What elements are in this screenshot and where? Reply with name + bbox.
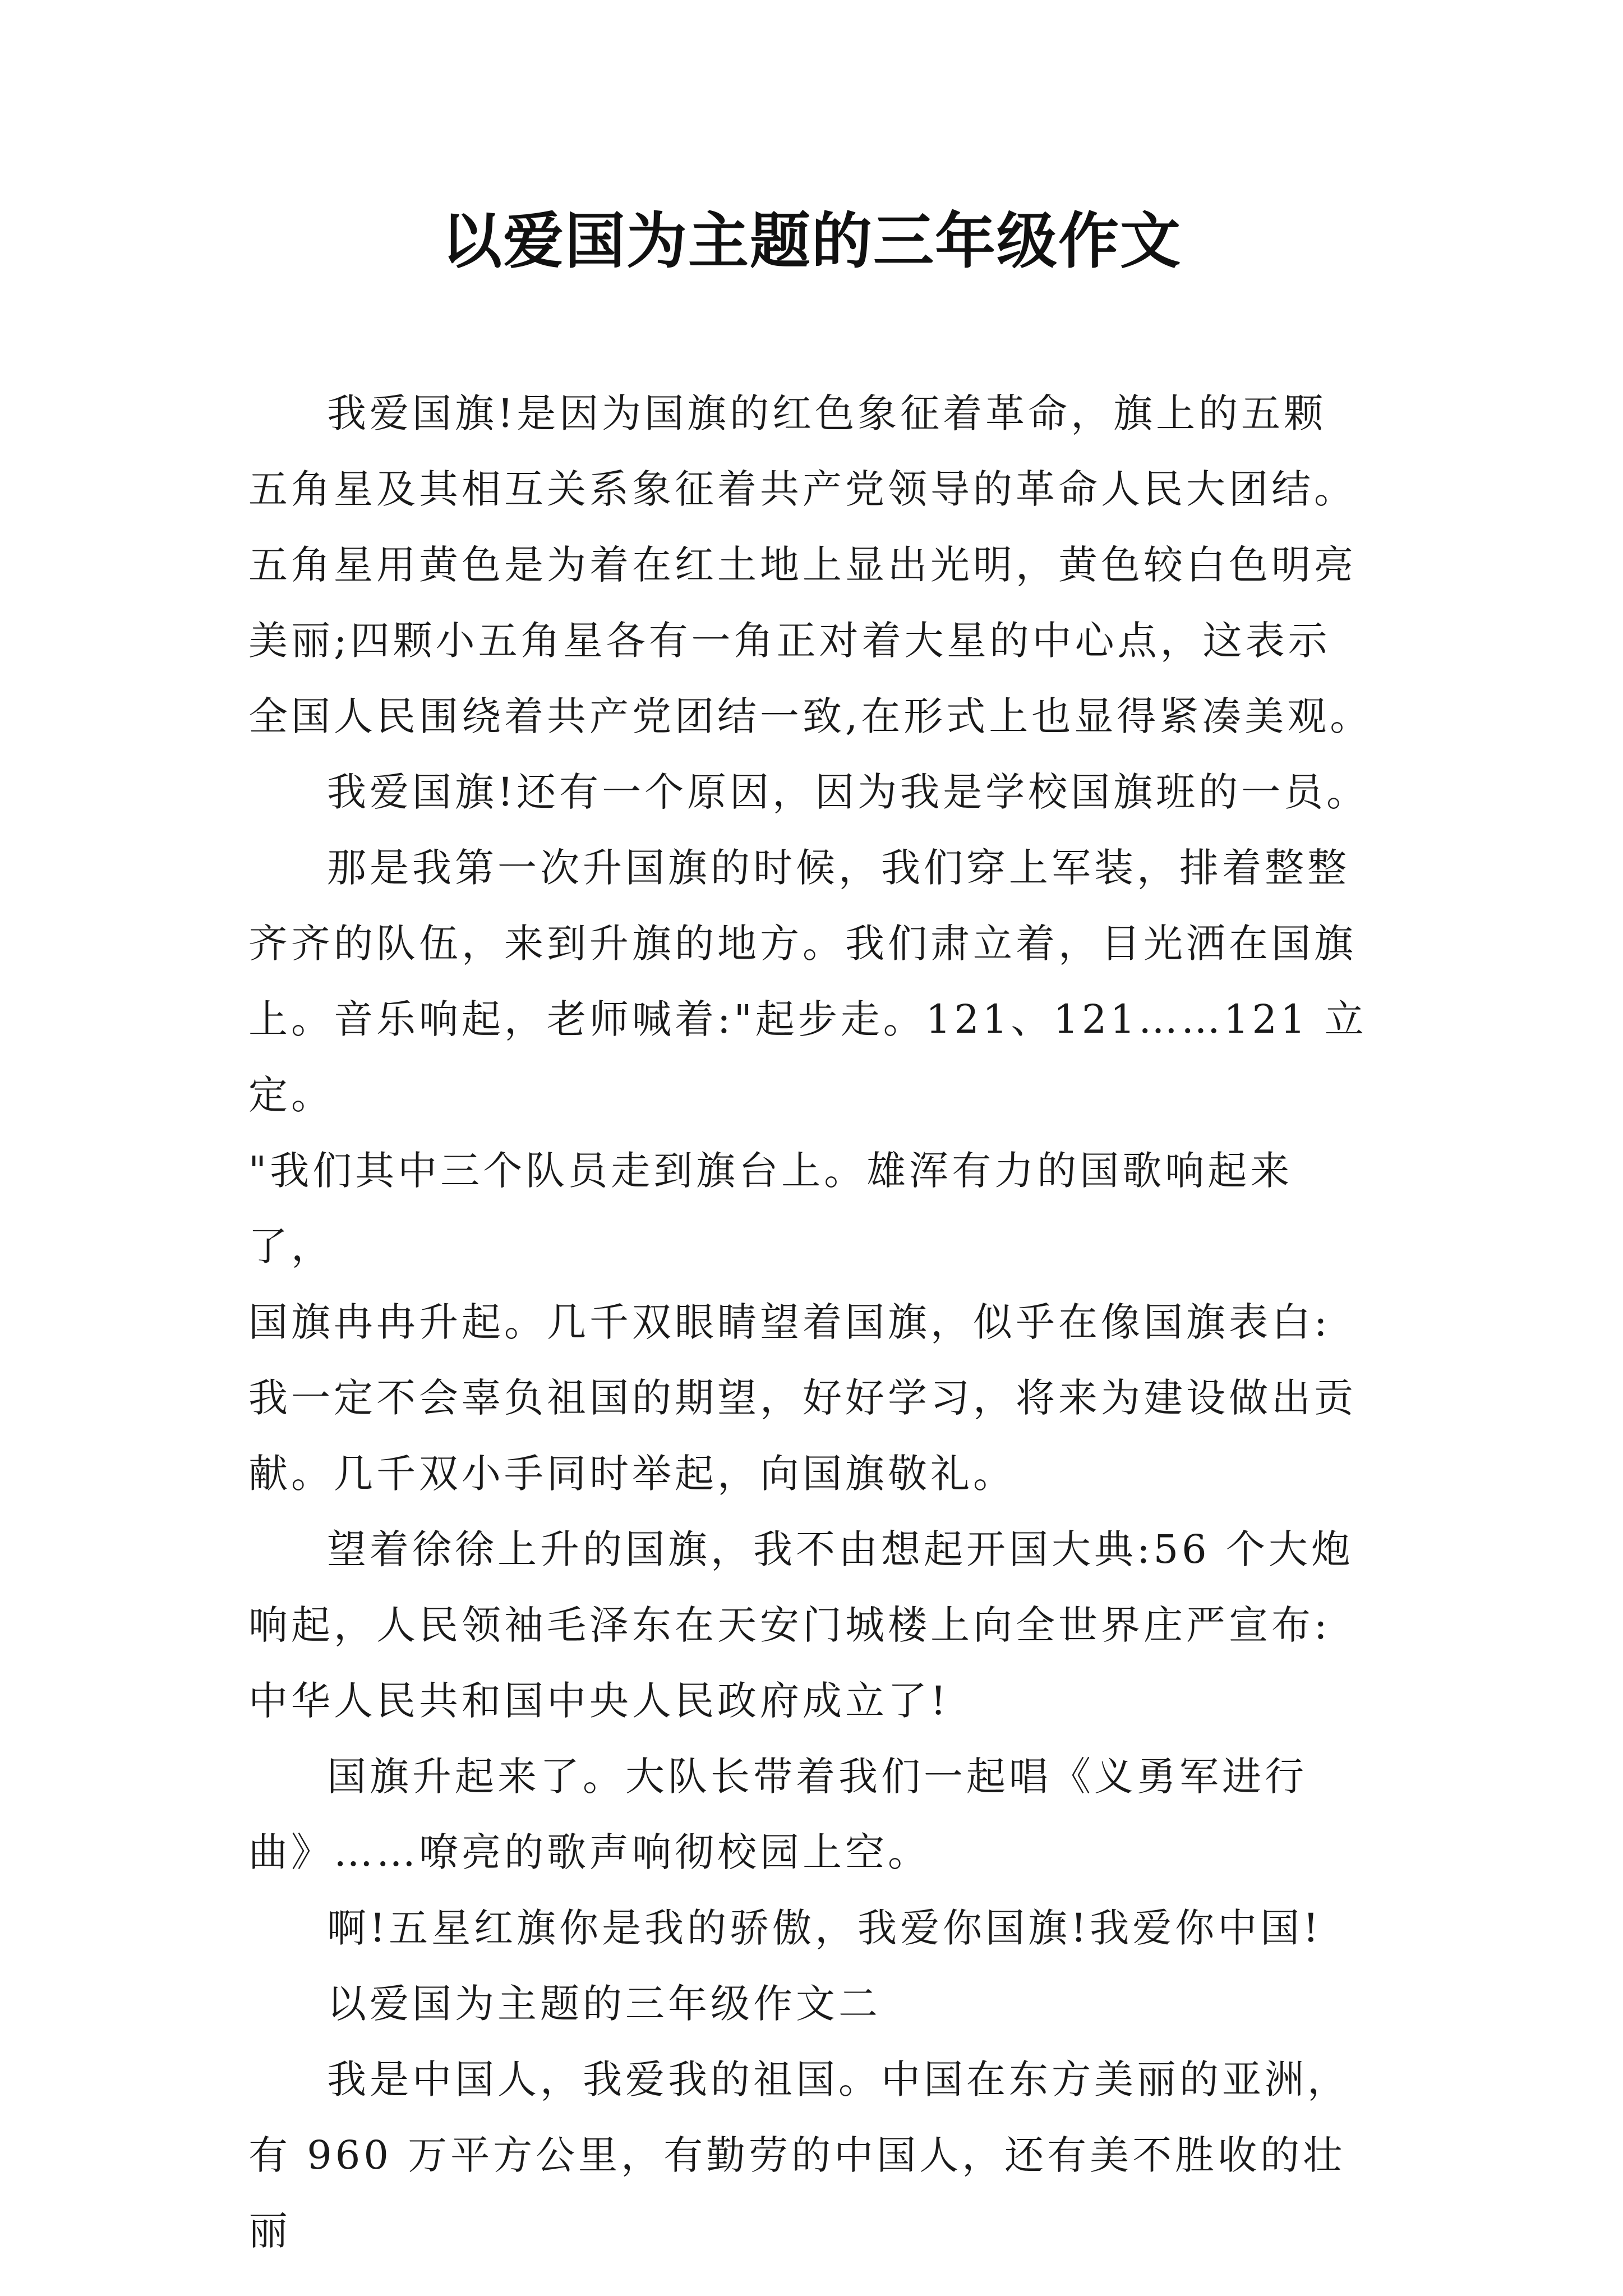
paragraph: 我爱国旗!是因为国旗的红色象征着革命，旗上的五颗 五角星及其相互关系象征着共产党领导的革命人民大团结。 五角星用黄色是为着在红土地上显出光明，黄色较白色明亮 美丽;四颗小五角星各有一角正对着大星的中心点，这表示 全国人民围绕着共产党团结一致,在形式上也显得紧凑美观。 — [248, 390, 1373, 739]
paragraph: 我是中国人，我爱我的祖国。中国在东方美丽的亚洲， 有 960 万平方公里，有勤劳的中国人，还有美不胜收的壮丽 — [248, 2056, 1350, 2254]
paragraph: 啊!五星红旗你是我的骄傲，我爱你国旗!我爱你中国! — [327, 1905, 1322, 1951]
paragraph: 我爱国旗!还有一个原因，因为我是学校国旗班的一员。 — [327, 769, 1370, 815]
paragraph: 望着徐徐上升的国旗，我不由想起开国大典:56 个大炮 响起，人民领袖毛泽东在天安门城楼上向全世界庄严宣布: 中华人民共和国中央人民政府成立了! — [248, 1526, 1354, 1724]
document-body — [248, 376, 1376, 2269]
document-title: 以爱国为主题的三年级作文 — [441, 206, 1182, 277]
section-heading: 以爱国为主题的三年级作文二 — [327, 1981, 881, 2027]
paragraph: 那是我第一次升国旗的时候，我们穿上军装，排着整整 齐齐的队伍，来到升旗的地方。我们肃立着，目光洒在国旗 上。音乐响起，老师喊着:"起步走。121、121……121 立定。 "我们其中三个队员走到旗台上。雄浑有力的国歌响起来了， 国旗冉冉升起。几千双眼睛望着国旗，似乎在像国旗表白: 我一定不会辜负祖国的期望，好好学习，将来为建设做出贡 献。几千双小手同时举起，向国旗敬礼。 — [248, 845, 1367, 1497]
paragraph: 国旗升起来了。大队长带着我们一起唱《义勇军进行 曲》……嘹亮的歌声响彻校园上空。 — [248, 1754, 1307, 1875]
